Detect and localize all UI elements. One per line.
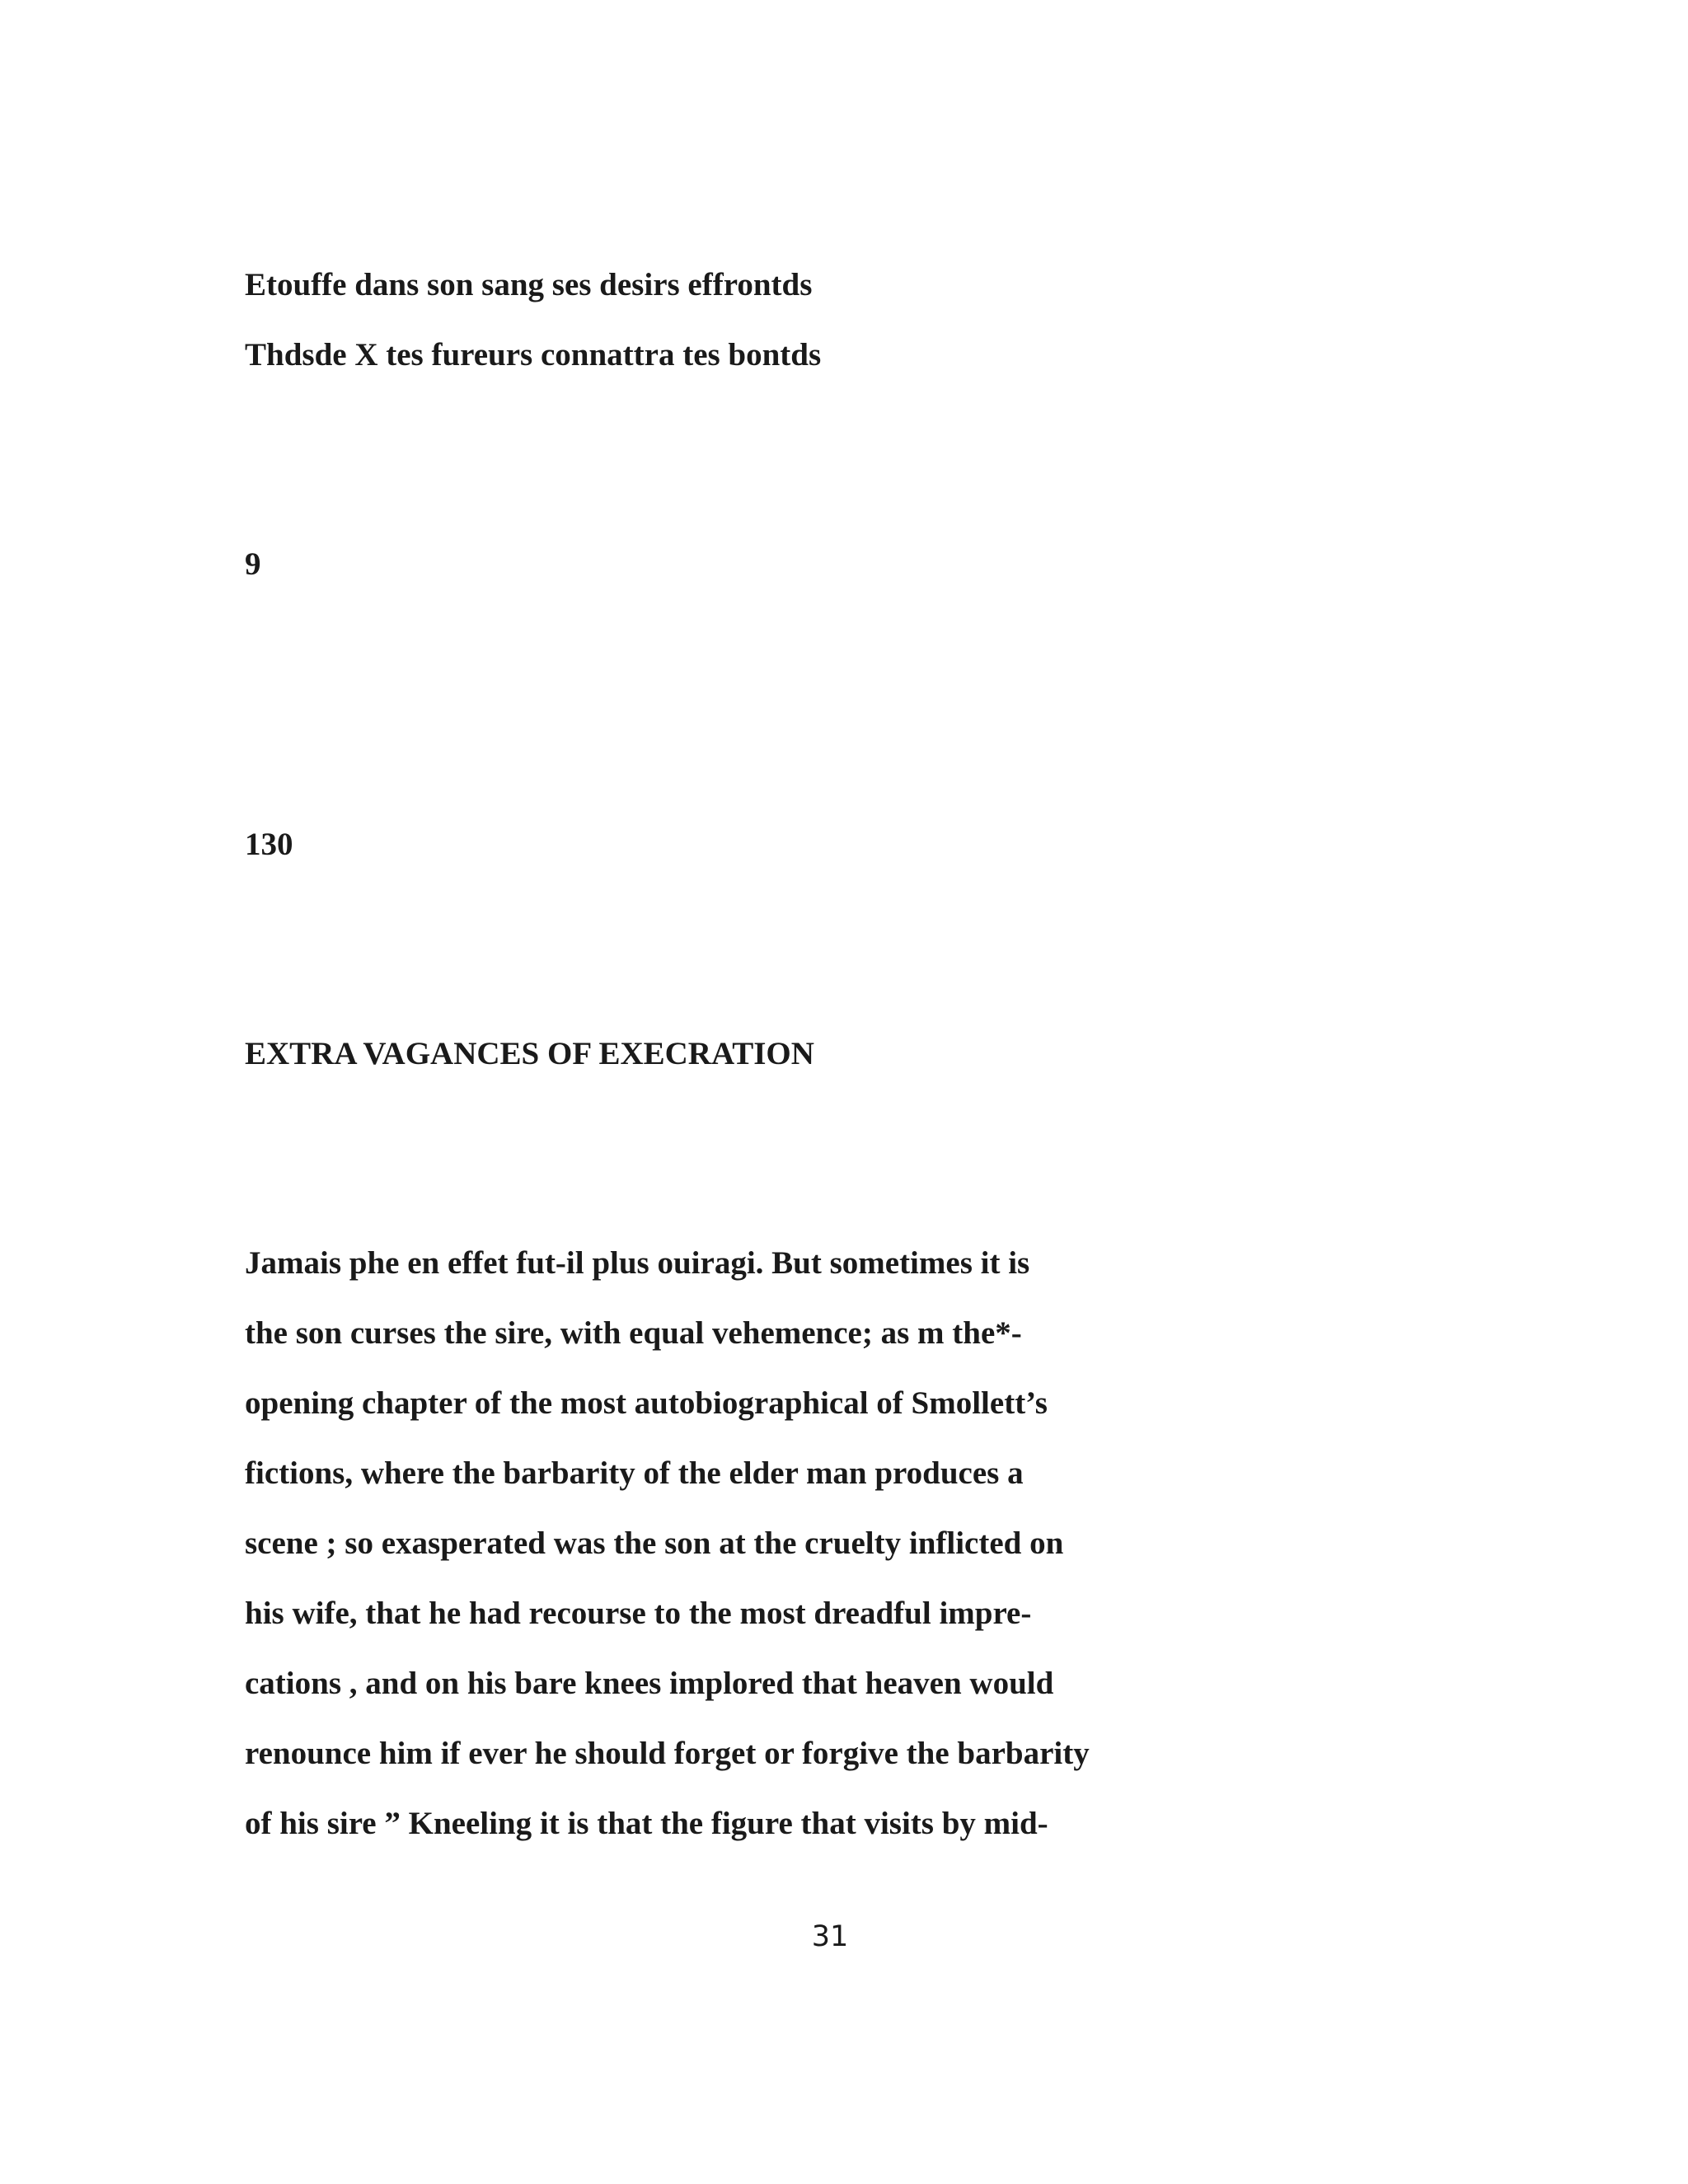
body-line: renounce him if ever he should forget or forgive the barbarity bbox=[245, 1736, 1090, 1771]
verse-line-1: Etouffe dans son sang ses desirs effrontds bbox=[245, 267, 813, 302]
body-line: Jamais phe en effet fut-il plus ouiragi. But sometimes it is bbox=[245, 1245, 1030, 1281]
margin-number-9: 9 bbox=[245, 546, 261, 582]
page-number: 31 bbox=[811, 1920, 849, 1953]
verse-line-2: Thdsde X tes fureurs connattra tes bontds bbox=[245, 337, 822, 373]
body-line: cations , and on his bare knees implored that heaven would bbox=[245, 1666, 1054, 1701]
body-line: scene ; so exasperated was the son at the cruelty inflicted on bbox=[245, 1526, 1064, 1561]
body-line: the son curses the sire, with equal vehemence; as m the*- bbox=[245, 1315, 1022, 1351]
margin-number-130: 130 bbox=[245, 827, 293, 862]
body-line: of his sire ” Kneeling it is that the figure that visits by mid- bbox=[245, 1806, 1048, 1841]
body-line: fictions, where the barbarity of the elder man produces a bbox=[245, 1455, 1024, 1491]
body-line: his wife, that he had recourse to the most dreadful impre- bbox=[245, 1596, 1032, 1631]
running-head: EXTRA VAGANCES OF EXECRATION bbox=[245, 1036, 814, 1071]
body-line: opening chapter of the most autobiographical of Smollett’s bbox=[245, 1385, 1048, 1421]
